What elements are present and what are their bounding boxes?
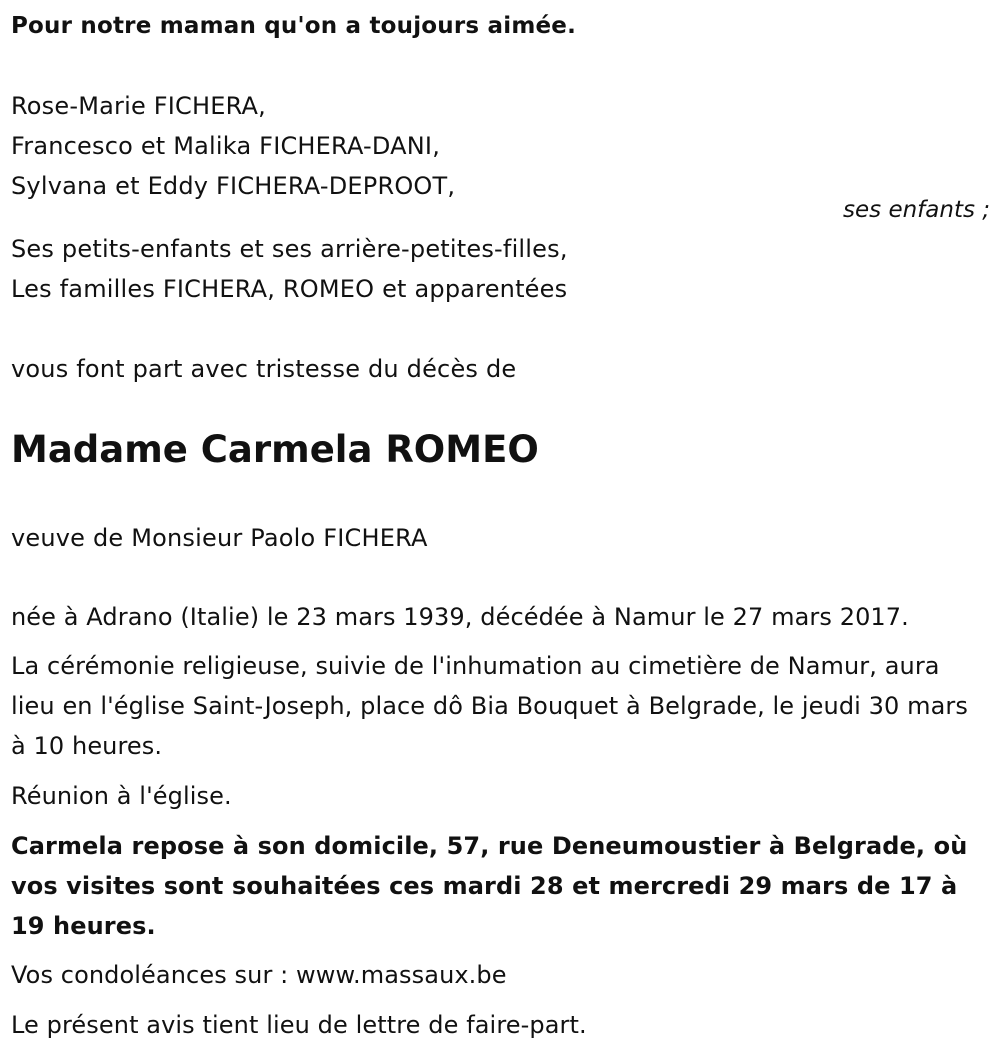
dedication-line: Pour notre maman qu'on a toujours aimée. bbox=[11, 13, 577, 39]
children-list bbox=[11, 86, 455, 206]
children-role-label: ses enfants ; bbox=[843, 197, 990, 223]
ceremony-paragraph: La cérémonie religieuse, suivie de l'inhumation au cimetière de Namur, aura lieu en l'église Saint-Joseph, place dô Bia Bouquet à Belgrade, le jeudi 30 mars à 10 heures. bbox=[11, 652, 968, 760]
visit-paragraph: Carmela repose à son domicile, 57, rue Deneumoustier à Belgrade, où vos visites sont souhaitées ces mardi 28 et mercredi 29 mars de 17 à 19 heures. bbox=[11, 832, 968, 940]
child-name: Sylvana et Eddy FICHERA-DEPROOT, bbox=[11, 172, 456, 200]
child-name: Rose-Marie FICHERA, bbox=[11, 92, 266, 120]
deceased-name: Madame Carmela ROMEO bbox=[11, 428, 539, 471]
announcement-line: vous font part avec tristesse du décès de bbox=[11, 355, 517, 383]
family-line: Ses petits-enfants et ses arrière-petites-filles, bbox=[11, 235, 568, 263]
meeting-line: Réunion à l'église. bbox=[11, 782, 232, 810]
family-line: Les familles FICHERA, ROMEO et apparentées bbox=[11, 275, 568, 303]
birth-death-line: née à Adrano (Italie) le 23 mars 1939, décédée à Namur le 27 mars 2017. bbox=[11, 603, 909, 631]
widow-of-line: veuve de Monsieur Paolo FICHERA bbox=[11, 524, 428, 552]
notice-line: Le présent avis tient lieu de lettre de faire-part. bbox=[11, 1011, 587, 1039]
family-list bbox=[11, 229, 568, 309]
condolences-line: Vos condoléances sur : www.massaux.be bbox=[11, 961, 507, 989]
child-name: Francesco et Malika FICHERA-DANI, bbox=[11, 132, 441, 160]
